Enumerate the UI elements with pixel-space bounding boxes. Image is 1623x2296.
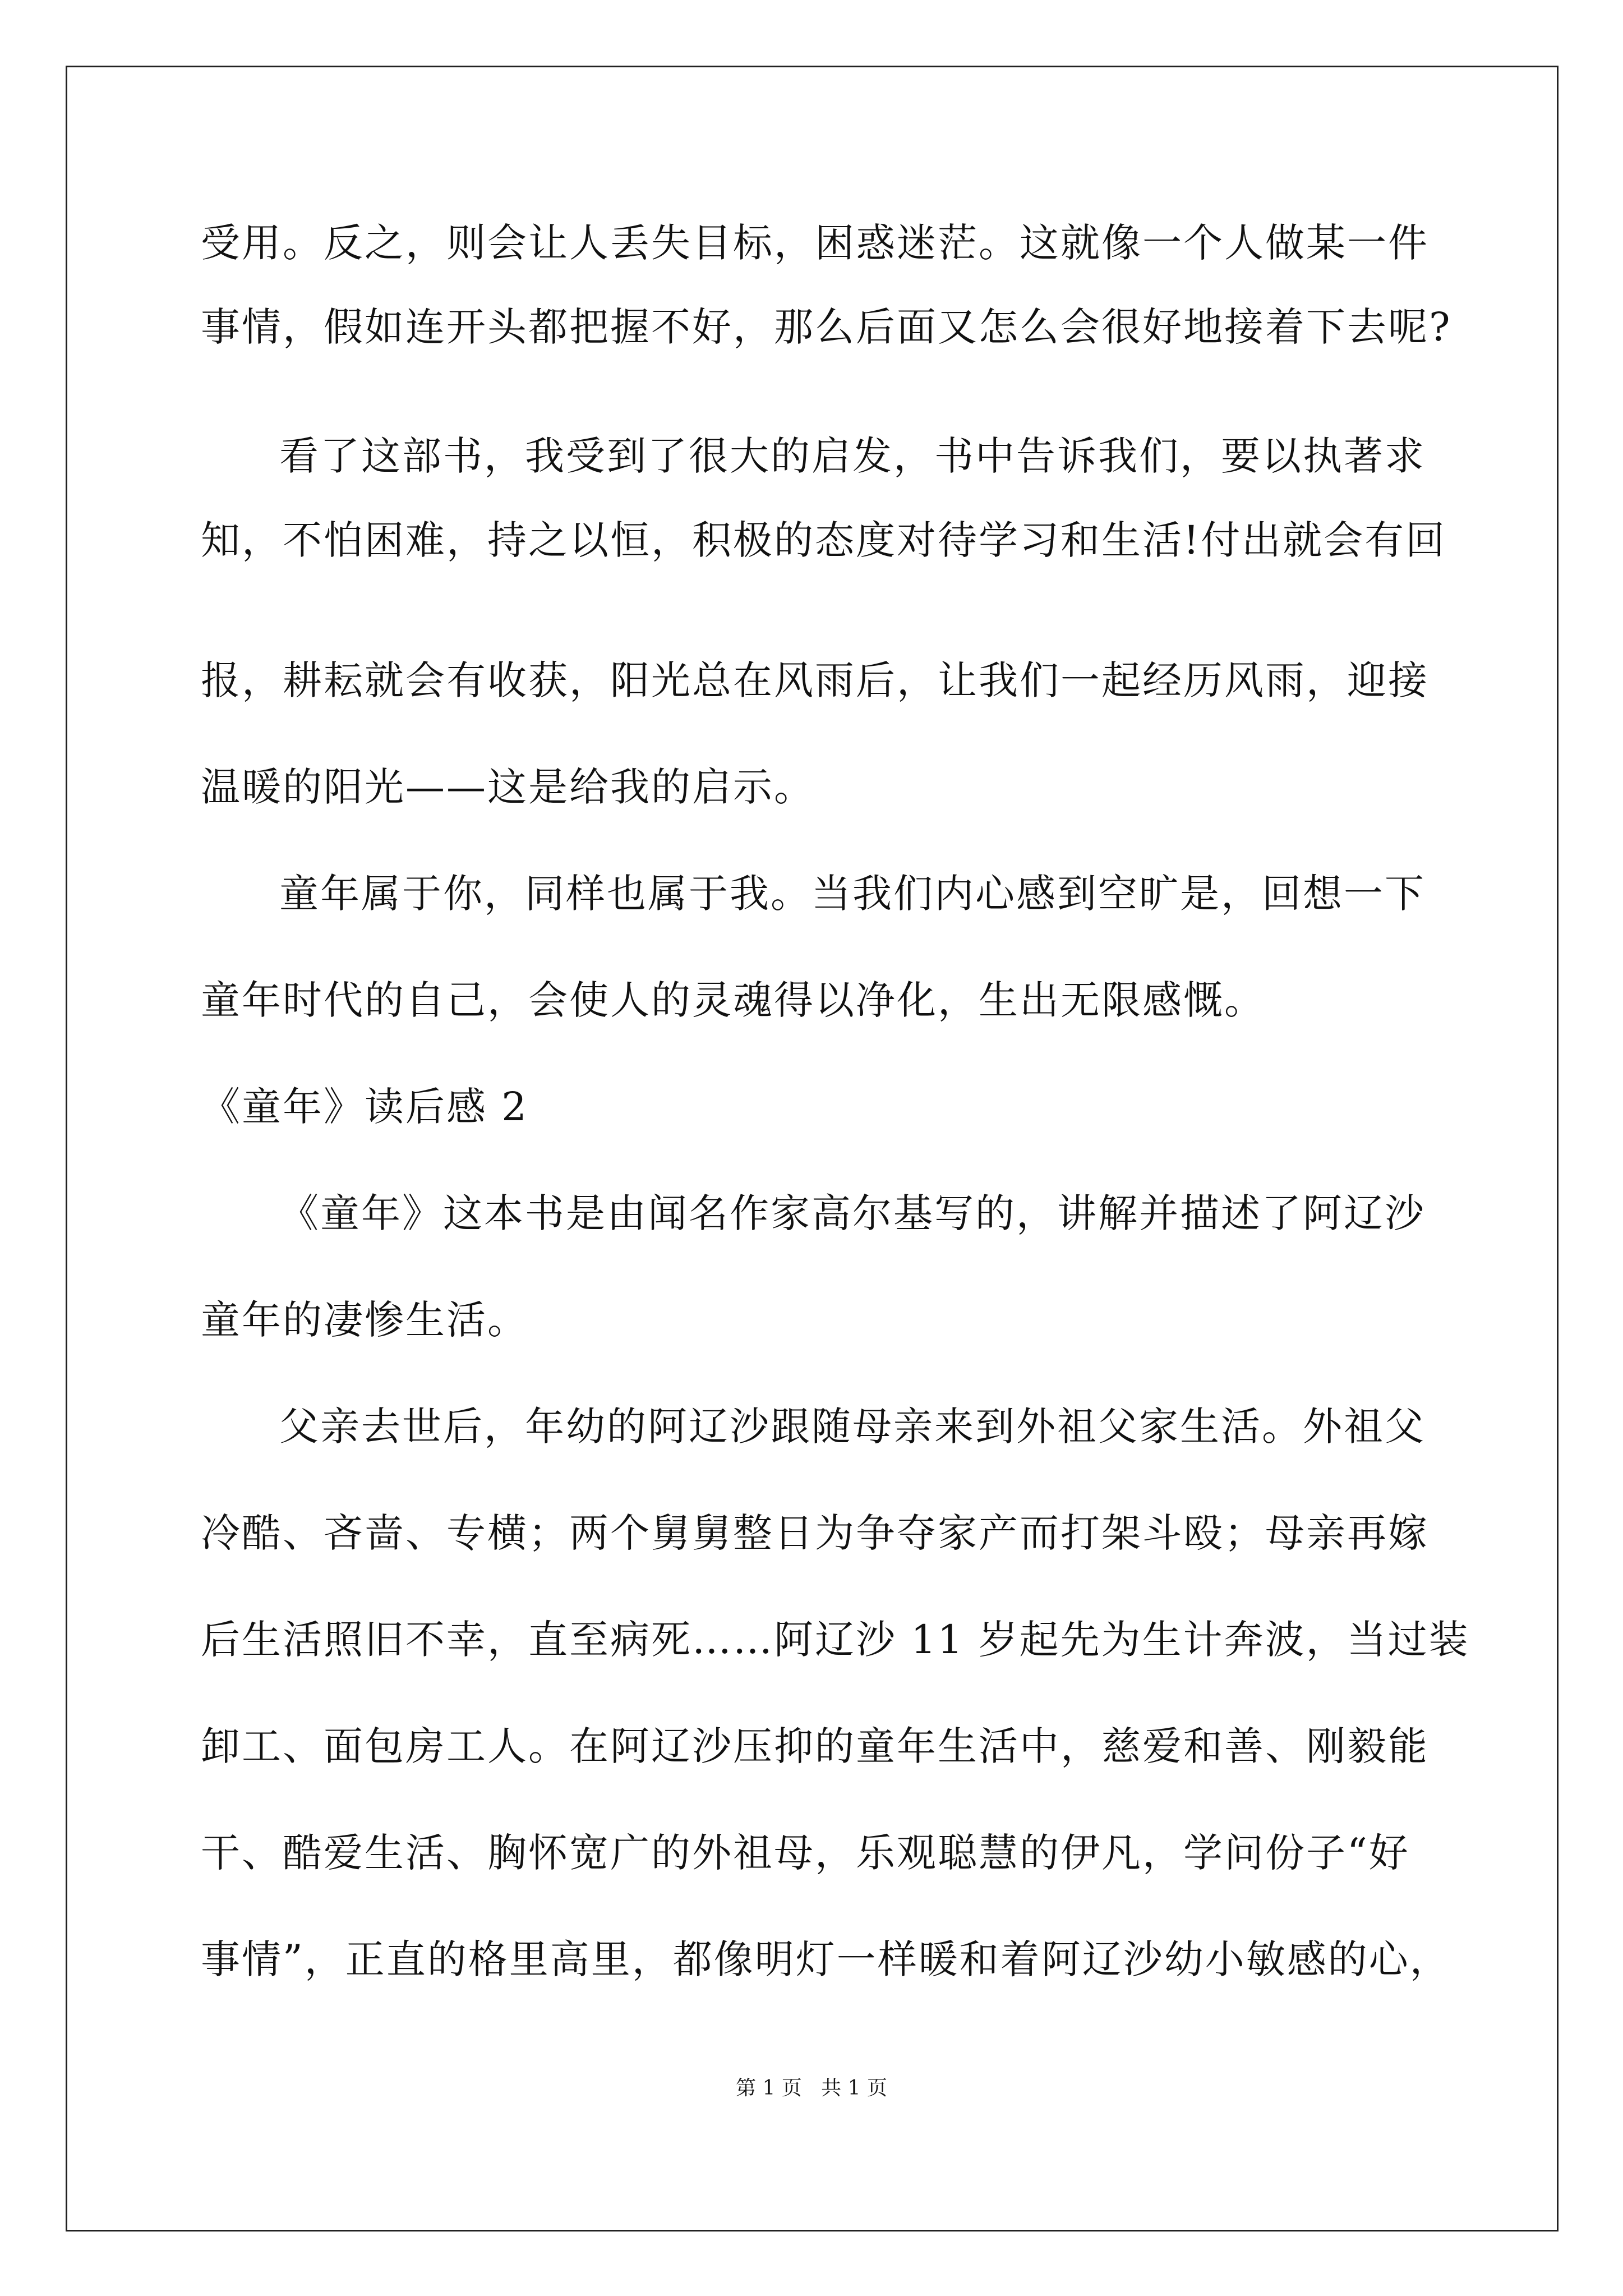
- text-line: 冷酷、吝啬、专横；两个舅舅整日为争夺家产而打架斗殴；母亲再嫁: [201, 1510, 1429, 1556]
- text-line: 报，耕耘就会有收获，阳光总在风雨后，让我们一起经历风雨，迎接: [201, 657, 1429, 703]
- text-line: 卸工、面包房工人。在阿辽沙压抑的童年生活中，慈爱和善、刚毅能: [201, 1723, 1429, 1769]
- text-line: 知，不怕困难，持之以恒，积极的态度对待学习和生活!付出就会有回: [201, 517, 1447, 563]
- text-line: 童年的凄惨生活。: [201, 1297, 528, 1343]
- section-heading: 《童年》读后感 2: [201, 1084, 528, 1130]
- text-line: 受用。反之，则会让人丢失目标，困惑迷茫。这就像一个人做某一件: [201, 220, 1429, 266]
- page-footer: 第 1 页 共 1 页: [736, 2077, 887, 2100]
- text-line: 事情”，正直的格里高里，都像明灯一样暖和着阿辽沙幼小敏感的心，: [201, 1936, 1451, 1982]
- text-line: 温暖的阳光——这是给我的启示。: [201, 764, 815, 810]
- text-line: 童年时代的自己，会使人的灵魂得以净化，生出无限感慨。: [201, 977, 1265, 1023]
- paragraph-start-line: 《童年》这本书是由闻名作家高尔基写的，讲解并描述了阿辽沙: [279, 1190, 1426, 1236]
- paragraph-start-line: 父亲去世后，年幼的阿辽沙跟随母亲来到外祖父家生活。外祖父: [279, 1404, 1426, 1450]
- page-border: [66, 66, 1559, 2231]
- text-line: 后生活照旧不幸，直至病死……阿辽沙 11 岁起先为生计奔波，当过装: [201, 1617, 1470, 1663]
- paragraph-start-line: 童年属于你，同样也属于我。当我们内心感到空旷是，回想一下: [279, 871, 1426, 917]
- text-line: 事情，假如连开头都把握不好，那么后面又怎么会很好地接着下去呢?: [201, 304, 1452, 350]
- text-line: 干、酷爱生活、胸怀宽广的外祖母，乐观聪慧的伊凡，学问份子“好: [201, 1830, 1410, 1876]
- paragraph-start-line: 看了这部书，我受到了很大的启发，书中告诉我们，要以执著求: [279, 433, 1426, 479]
